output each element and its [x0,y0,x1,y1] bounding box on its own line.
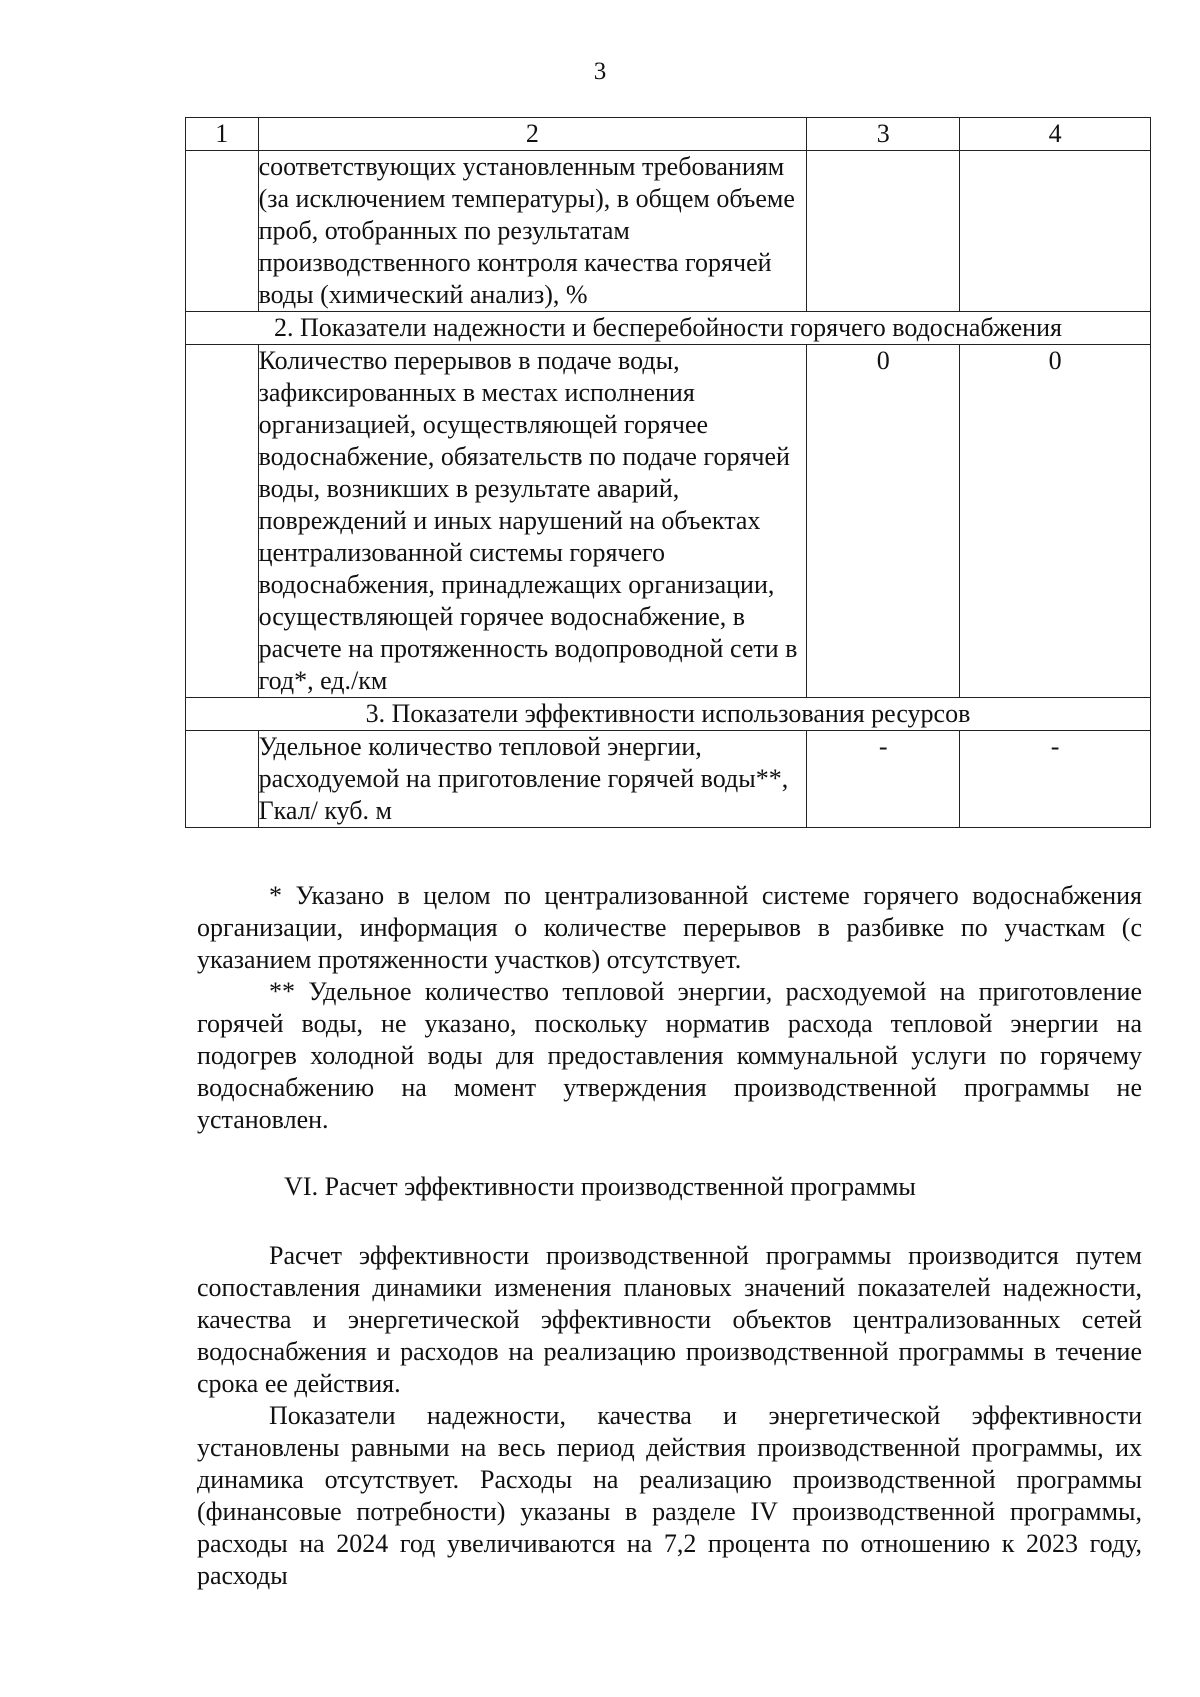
row2-text: Количество перерывов в подаче воды, зафиксированных в местах исполнения организацией, осуществляющей горячее водоснабжение, обязательств по подаче горячей воды, возникших в результате аварий, повреждений и иных нарушений на объектах централизованной системы горячего водоснабжения, принадлежащих организации, осуществляющей горячее водоснабжение, в расчете на протяженность водопроводной сети в год*, ед./км [258,345,807,698]
header-col-3: 3 [807,118,960,151]
header-col-1: 1 [186,118,259,151]
row-cell-empty [186,151,259,312]
table-row [186,345,1151,698]
footnote-1: * Указано в целом по централизованной системе горячего водоснабжения организации, информация о количестве перерывов в разбивке по участкам (с указанием протяженности участков) отсутствует. [197,881,1142,974]
row3-col4: - [960,731,1151,828]
header-col-2: 2 [258,118,807,151]
paragraph-2: Показатели надежности, качества и энергетической эффективности установлены равными на весь период действия производственной программы, их динамика отсутствует. Расходы на реализацию производственной программы (финансовые потребности) указаны в разделе IV производственной программы, расходы на 2024 год увеличиваются на 7,2 процента по отношению к 2023 году, расходы [197,1401,1142,1590]
row3-col3: - [807,731,960,828]
footnotes [197,880,1142,1136]
section-6-heading: VI. Расчет эффективности производственной программы [284,1172,916,1201]
row2-col4: 0 [960,345,1151,698]
row-cell-empty [807,151,960,312]
row-continued-text: соответствующих установленным требованиям (за исключением температуры), в общем объеме проб, отобранных по результатам производственного контроля качества горячей воды (химический анализ), % [258,151,807,312]
row-cell-empty [960,151,1151,312]
table-header-row [186,118,1151,151]
row2-col3: 0 [807,345,960,698]
section-6-body [197,1240,1142,1592]
section2-title: 2. Показатели надежности и бесперебойности горячего водоснабжения [186,312,1151,345]
footnote-2: ** Удельное количество тепловой энергии, расходуемой на приготовление горячей воды, не указано, поскольку норматив расхода тепловой энергии на подогрев холодной воды для предоставления коммунальной услуги по горячему водоснабжению на момент утверждения производственной программы не установлен. [197,977,1142,1134]
header-col-4: 4 [960,118,1151,151]
row-cell-empty [186,345,259,698]
row3-text: Удельное количество тепловой энергии, расходуемой на приготовление горячей воды**, Гкал/ куб. м [258,731,807,828]
indicators-table [185,117,1151,828]
section-row [186,312,1151,345]
paragraph-1: Расчет эффективности производственной программы производится путем сопоставления динамики изменения плановых значений показателей надежности, качества и энергетической эффективности объектов централизованных сетей водоснабжения и расходов на реализацию производственной программы в течение срока ее действия. [197,1241,1142,1398]
table-row [186,151,1151,312]
page-number: 3 [593,58,607,85]
table-row [186,731,1151,828]
section3-title: 3. Показатели эффективности использования ресурсов [186,698,1151,731]
row-cell-empty [186,731,259,828]
section-row [186,698,1151,731]
